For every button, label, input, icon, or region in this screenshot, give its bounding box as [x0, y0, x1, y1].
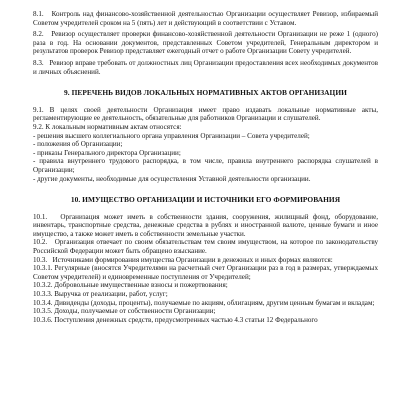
paragraph-8-2: 8.2. Ревизор осуществляет проверки финансово-хозяйственной деятельности Организации не реже 1 (одного) раза в год. На основании документов, представленных Советом учредителей, Генеральным директором и результатов проверок Ревизор представляет ежегодный отчет о работе Организации Совету учредителей.: [33, 30, 378, 56]
section-9-heading: 9. ПЕРЕЧЕНЬ ВИДОВ ЛОКАЛЬНЫХ НОРМАТИВНЫХ АКТОВ ОРГАНИЗАЦИИ: [64, 88, 347, 98]
paragraph-10-3-2: 10.3.2. Добровольные имущественные взносы и пожертвования;: [33, 281, 228, 290]
document-page: [33, 10, 378, 324]
paragraph-10-3-4: 10.3.4. Дивиденды (доходы, проценты), получаемые по акциям, облигациям, другим ценным бумагам и вкладам;: [33, 298, 375, 307]
paragraph-8-1: 8.1. Контроль над финансово-хозяйственной деятельностью Организации осуществляет Ревизор, избираемый Советом учредителей сроком на 5 (пять) лет и действующий в соответствии с Уставом.: [33, 10, 378, 27]
paragraph-10-3: 10.3. Источниками формирования имущества Организации в денежных и иных формах являются:: [33, 255, 333, 264]
list-item: - положения об Организации;: [33, 140, 123, 149]
section-10-heading: 10. ИМУЩЕСТВО ОРГАНИЗАЦИИ И ИСТОЧНИКИ ЕГО ФОРМИРОВАНИЯ: [70, 195, 341, 205]
list-item: - правила внутреннего трудового распорядка, в том числе, правила внутреннего распорядка слушателей в Организации;: [33, 157, 378, 174]
paragraph-8-3: 8.3. Ревизор вправе требовать от должностных лиц Организации предоставления всех необходимых документов и личных объяснений.: [33, 58, 378, 76]
paragraph-10-3-6: 10.3.6. Поступления денежных средств, предусмотренных частью 4.3 статьи 12 Федерального: [33, 315, 318, 324]
paragraph-10-3-3: 10.3.3. Выручка от реализации, работ, услуг;: [33, 290, 168, 299]
list-item: - решения высшего коллегиального органа управления Организации – Совета учредителей;: [33, 131, 310, 140]
paragraph-10-3-1: 10.3.1. Регулярные (вносятся Учредителями на расчетный счет Организации раз в год в размерах, утверждаемых Советом учредителей) и единовременные поступления от Учредителей;: [33, 264, 378, 281]
paragraph-10-1: 10.1. Организация может иметь в собственности здания, сооружения, жилищный фонд, оборудование, инвентарь, транспортные средства, денежные средства в рублях и иностранной валюте, ценные бумаги и иное имущество, а также может иметь в собственности земельные участки.: [33, 212, 378, 238]
list-item: - другие документы, необходимые для осуществления Уставной деятельности организации.: [33, 174, 311, 183]
paragraph-10-3-5: 10.3.5. Доходы, получаемые от собственности Организации;: [33, 307, 216, 316]
paragraph-10-2: 10.2. Организация отвечает по своим обязательствам тем своим имуществом, на которое по законодательству Российской Федерации может быть обращено взыскание.: [33, 238, 378, 256]
paragraph-9-1: 9.1. В целях своей деятельности Организация имеет право издавать локальные нормативные акты, регламентирующие ее деятельность, обязательные для работников Организации и слушателей.: [33, 105, 378, 123]
list-item: - приказы Генерального директора Организации;: [33, 148, 181, 157]
paragraph-9-2: 9.2. К локальным нормативным актам относятся:: [33, 122, 182, 131]
